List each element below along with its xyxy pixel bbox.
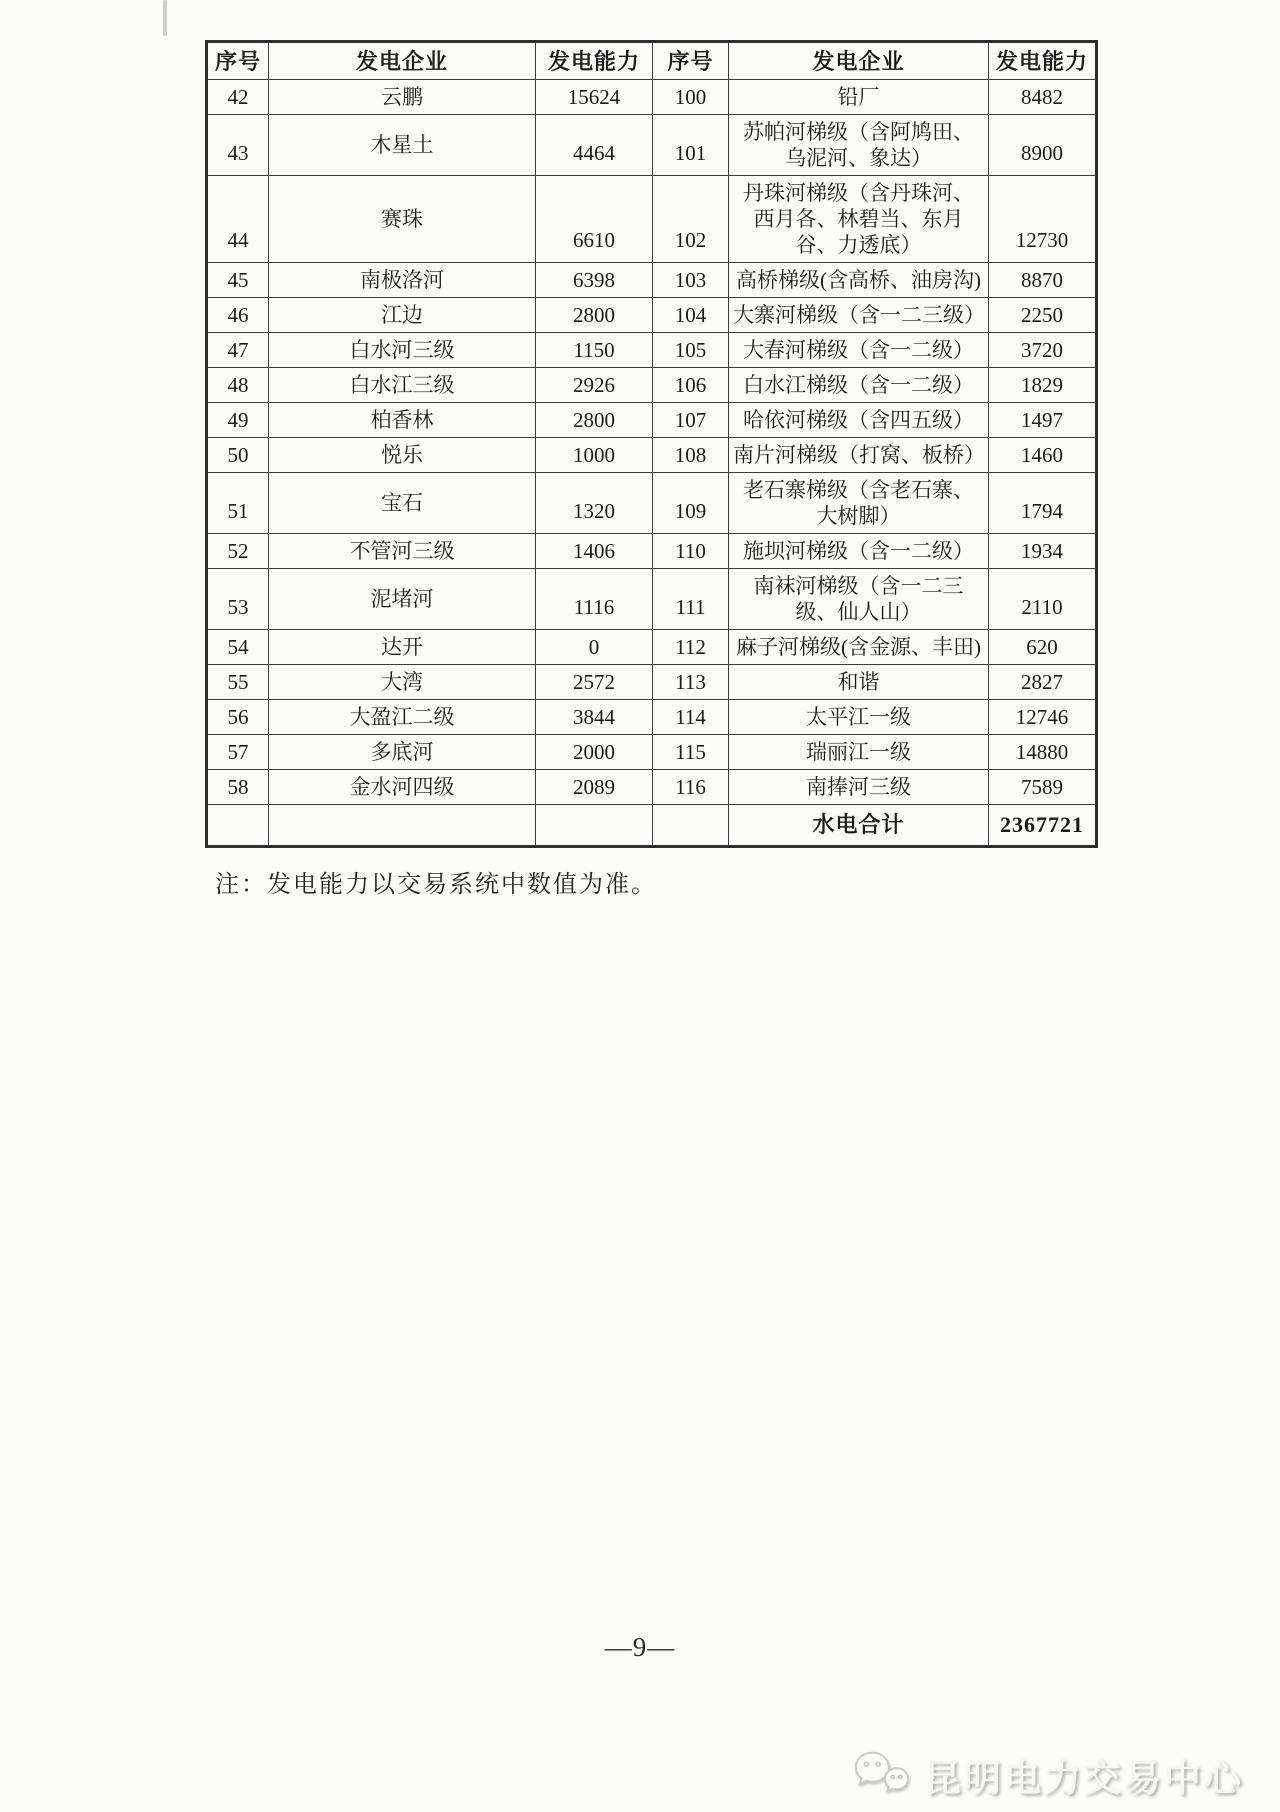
seq-cell: 106 xyxy=(653,368,729,403)
watermark-text: 昆明电力交易中心 xyxy=(924,1758,1244,1799)
enterprise-cell: 和谐 xyxy=(729,665,989,700)
enterprise-cell: 南袜河梯级（含一二三级、仙人山） xyxy=(729,569,989,630)
capacity-cell: 12730 xyxy=(989,176,1097,263)
table-row xyxy=(207,805,1097,847)
table-row xyxy=(207,735,1097,770)
table-row xyxy=(207,333,1097,368)
seq-cell: 47 xyxy=(207,333,269,368)
table-header xyxy=(207,42,1097,80)
capacity-cell: 2572 xyxy=(536,665,653,700)
table-row xyxy=(207,368,1097,403)
seq-cell: 109 xyxy=(653,473,729,534)
table-row xyxy=(207,569,1097,630)
capacity-cell: 2367721 xyxy=(989,805,1097,847)
seq-cell: 108 xyxy=(653,438,729,473)
capacity-cell: 1794 xyxy=(989,473,1097,534)
seq-cell: 113 xyxy=(653,665,729,700)
capacity-cell: 2827 xyxy=(989,665,1097,700)
enterprise-cell: 苏帕河梯级（含阿鸠田、乌泥河、象达） xyxy=(729,115,989,176)
enterprise-cell: 丹珠河梯级（含丹珠河、西月各、林碧当、东月谷、力透底） xyxy=(729,176,989,263)
table-row xyxy=(207,700,1097,735)
enterprise-cell: 江边 xyxy=(269,298,536,333)
seq-cell: 42 xyxy=(207,80,269,115)
capacity-cell: 2800 xyxy=(536,403,653,438)
capacity-cell: 1116 xyxy=(536,569,653,630)
enterprise-cell: 施坝河梯级（含一二级） xyxy=(729,534,989,569)
seq-cell: 105 xyxy=(653,333,729,368)
enterprise-cell: 老石寨梯级（含老石寨、大树脚） xyxy=(729,473,989,534)
column-header: 发电企业 xyxy=(269,42,536,80)
seq-cell: 100 xyxy=(653,80,729,115)
enterprise-cell: 不管河三级 xyxy=(269,534,536,569)
capacity-cell: 14880 xyxy=(989,735,1097,770)
capacity-cell: 1829 xyxy=(989,368,1097,403)
table-row xyxy=(207,438,1097,473)
column-header: 序号 xyxy=(207,42,269,80)
generation-capacity-table xyxy=(205,40,1098,848)
table-row xyxy=(207,403,1097,438)
capacity-cell: 15624 xyxy=(536,80,653,115)
capacity-cell: 1934 xyxy=(989,534,1097,569)
enterprise-cell: 南极洛河 xyxy=(269,263,536,298)
capacity-cell: 1320 xyxy=(536,473,653,534)
enterprise-cell: 白水河三级 xyxy=(269,333,536,368)
enterprise-cell: 水电合计 xyxy=(729,805,989,847)
seq-cell xyxy=(207,805,269,847)
seq-cell: 116 xyxy=(653,770,729,805)
seq-cell: 111 xyxy=(653,569,729,630)
scan-artifact xyxy=(163,0,167,36)
capacity-cell: 620 xyxy=(989,630,1097,665)
seq-cell xyxy=(653,805,729,847)
seq-cell: 53 xyxy=(207,569,269,630)
enterprise-cell: 赛珠 xyxy=(269,176,536,263)
column-header: 发电能力 xyxy=(536,42,653,80)
seq-cell: 54 xyxy=(207,630,269,665)
capacity-cell: 4464 xyxy=(536,115,653,176)
capacity-cell: 2110 xyxy=(989,569,1097,630)
seq-cell: 48 xyxy=(207,368,269,403)
table-row xyxy=(207,176,1097,263)
capacity-cell: 1000 xyxy=(536,438,653,473)
seq-cell: 46 xyxy=(207,298,269,333)
enterprise-cell: 大寨河梯级（含一二三级） xyxy=(729,298,989,333)
enterprise-cell: 白水江梯级（含一二级） xyxy=(729,368,989,403)
enterprise-cell: 大湾 xyxy=(269,665,536,700)
capacity-cell xyxy=(536,805,653,847)
enterprise-cell: 金水河四级 xyxy=(269,770,536,805)
enterprise-cell: 泥堵河 xyxy=(269,569,536,630)
seq-cell: 103 xyxy=(653,263,729,298)
enterprise-cell: 铅厂 xyxy=(729,80,989,115)
seq-cell: 114 xyxy=(653,700,729,735)
capacity-cell: 8900 xyxy=(989,115,1097,176)
seq-cell: 115 xyxy=(653,735,729,770)
enterprise-cell: 哈依河梯级（含四五级） xyxy=(729,403,989,438)
capacity-cell: 3844 xyxy=(536,700,653,735)
seq-cell: 104 xyxy=(653,298,729,333)
seq-cell: 43 xyxy=(207,115,269,176)
enterprise-cell: 南片河梯级（打窝、板桥） xyxy=(729,438,989,473)
enterprise-cell xyxy=(269,805,536,847)
wechat-icon xyxy=(850,1749,912,1802)
capacity-cell: 2800 xyxy=(536,298,653,333)
capacity-cell: 3720 xyxy=(989,333,1097,368)
column-header: 发电能力 xyxy=(989,42,1097,80)
capacity-cell: 6398 xyxy=(536,263,653,298)
seq-cell: 58 xyxy=(207,770,269,805)
capacity-cell: 7589 xyxy=(989,770,1097,805)
enterprise-cell: 云鹏 xyxy=(269,80,536,115)
header-row xyxy=(207,42,1097,80)
table-body xyxy=(207,80,1097,847)
table-row xyxy=(207,630,1097,665)
seq-cell: 51 xyxy=(207,473,269,534)
seq-cell: 49 xyxy=(207,403,269,438)
seq-cell: 55 xyxy=(207,665,269,700)
seq-cell: 112 xyxy=(653,630,729,665)
enterprise-cell: 高桥梯级(含高桥、油房沟) xyxy=(729,263,989,298)
table-row xyxy=(207,473,1097,534)
enterprise-cell: 悦乐 xyxy=(269,438,536,473)
enterprise-cell: 宝石 xyxy=(269,473,536,534)
table-row xyxy=(207,665,1097,700)
enterprise-cell: 麻子河梯级(含金源、丰田) xyxy=(729,630,989,665)
capacity-cell: 8870 xyxy=(989,263,1097,298)
capacity-cell: 2926 xyxy=(536,368,653,403)
enterprise-cell: 白水江三级 xyxy=(269,368,536,403)
enterprise-cell: 达开 xyxy=(269,630,536,665)
enterprise-cell: 大春河梯级（含一二级） xyxy=(729,333,989,368)
table-block xyxy=(205,40,1097,899)
seq-cell: 110 xyxy=(653,534,729,569)
watermark xyxy=(850,1748,1244,1802)
page-number: —9— xyxy=(604,1632,676,1662)
capacity-cell: 0 xyxy=(536,630,653,665)
enterprise-cell: 太平江一级 xyxy=(729,700,989,735)
capacity-cell: 6610 xyxy=(536,176,653,263)
seq-cell: 44 xyxy=(207,176,269,263)
enterprise-cell: 瑞丽江一级 xyxy=(729,735,989,770)
seq-cell: 107 xyxy=(653,403,729,438)
enterprise-cell: 木星土 xyxy=(269,115,536,176)
footnote: 注：发电能力以交易系统中数值为准。 xyxy=(215,872,657,898)
seq-cell: 56 xyxy=(207,700,269,735)
seq-cell: 102 xyxy=(653,176,729,263)
seq-cell: 101 xyxy=(653,115,729,176)
table-row xyxy=(207,534,1097,569)
capacity-cell: 12746 xyxy=(989,700,1097,735)
enterprise-cell: 南捧河三级 xyxy=(729,770,989,805)
capacity-cell: 1460 xyxy=(989,438,1097,473)
column-header: 序号 xyxy=(653,42,729,80)
capacity-cell: 2000 xyxy=(536,735,653,770)
table-row xyxy=(207,770,1097,805)
enterprise-cell: 大盈江二级 xyxy=(269,700,536,735)
column-header: 发电企业 xyxy=(729,42,989,80)
capacity-cell: 1406 xyxy=(536,534,653,569)
table-row xyxy=(207,263,1097,298)
enterprise-cell: 多底河 xyxy=(269,735,536,770)
capacity-cell: 1497 xyxy=(989,403,1097,438)
table-row xyxy=(207,115,1097,176)
capacity-cell: 2089 xyxy=(536,770,653,805)
seq-cell: 50 xyxy=(207,438,269,473)
table-row xyxy=(207,80,1097,115)
capacity-cell: 2250 xyxy=(989,298,1097,333)
seq-cell: 52 xyxy=(207,534,269,569)
seq-cell: 57 xyxy=(207,735,269,770)
enterprise-cell: 柏香林 xyxy=(269,403,536,438)
capacity-cell: 8482 xyxy=(989,80,1097,115)
capacity-cell: 1150 xyxy=(536,333,653,368)
table-row xyxy=(207,298,1097,333)
seq-cell: 45 xyxy=(207,263,269,298)
